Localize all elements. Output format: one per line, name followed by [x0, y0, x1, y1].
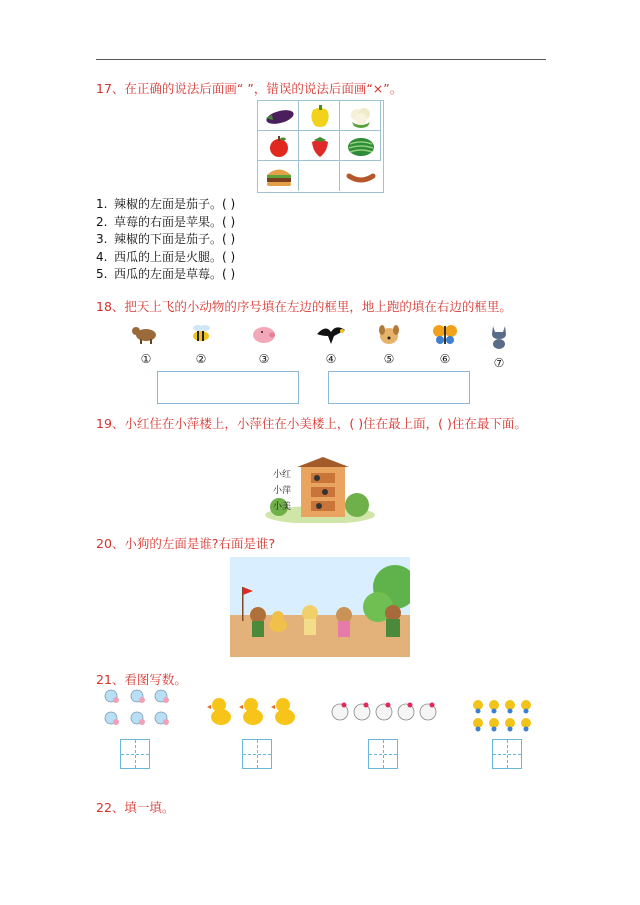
top-divider: [96, 59, 546, 60]
statement-4: 4. 西瓜的上面是火腿。( ): [96, 249, 236, 264]
question-17-items: [96, 196, 235, 284]
count-answer-box-2[interactable]: [242, 739, 272, 769]
bee-icon: [186, 322, 216, 346]
small-bee-icons: [470, 695, 534, 735]
cow-icon: [131, 322, 161, 346]
apartment-building-picture: [265, 455, 375, 523]
animals-scene-icon: [230, 557, 410, 657]
count-answer-box-1[interactable]: [120, 739, 150, 769]
strawberry-icon: [299, 131, 340, 161]
question-18-title: 18、把天上飞的小动物的序号填在左边的框里，地上跑的填在右边的框里。: [96, 299, 512, 314]
animal-eagle: ④: [316, 322, 346, 366]
running-animals-answer-box[interactable]: [328, 371, 470, 404]
butterfly-icon: [430, 322, 460, 346]
statement-1: 1. 辣椒的左面是茄子。( ): [96, 197, 236, 211]
question-22-title: 22、填一填。: [96, 800, 175, 815]
apple-icon: [258, 131, 299, 161]
food-grid: [257, 100, 384, 193]
animal-bee: ②: [186, 322, 216, 366]
animal-pig: ③: [249, 322, 279, 366]
cauliflower-icon: [340, 101, 381, 131]
animal-cow: ①: [131, 322, 161, 366]
kitty-icons: [330, 700, 438, 728]
empty-cell: [299, 161, 340, 191]
pepper-icon: [299, 101, 340, 131]
animal-butterfly: ⑥: [430, 322, 460, 366]
count-answer-box-4[interactable]: [492, 739, 522, 769]
question-19-title: 19、小红住在小萍楼上，小萍住在小美楼上，( )住在最上面，( )住在最下面。: [96, 416, 527, 431]
eggplant-icon: [258, 101, 299, 131]
bee-group-picture: [470, 695, 534, 735]
duck-icons: [207, 693, 297, 729]
floor-label-xiaoping: 小萍: [273, 486, 292, 496]
dog-icon: [374, 322, 404, 346]
animal-cat: ⑦: [484, 322, 514, 370]
question-20-title: 20、小狗的左面是谁?右面是谁?: [96, 536, 276, 551]
sausage-icon: [340, 161, 381, 191]
kitty-group-picture: [330, 700, 438, 728]
animal-dog: ⑤: [374, 322, 404, 366]
pig-icon: [249, 322, 279, 346]
statement-2: 2. 草莓的右面是苹果。( ): [96, 214, 236, 229]
floor-label-xiaomei: 小美: [273, 502, 292, 512]
floor-label-xiaohong: 小红: [273, 470, 292, 480]
question-21-title: 21、看图写数。: [96, 672, 187, 687]
count-answer-box-3[interactable]: [368, 739, 398, 769]
statement-3: 3. 辣椒的下面是茄子。( ): [96, 232, 236, 246]
cat-icon: [484, 322, 514, 350]
flying-animals-answer-box[interactable]: [157, 371, 299, 404]
flower-group-picture: [99, 686, 175, 734]
statement-5: 5. 西瓜的左面是草莓。( ): [96, 267, 236, 281]
duckling-group-picture: [207, 693, 297, 729]
hamburger-icon: [258, 161, 299, 191]
question-17-title: 17、在正确的说法后面画“ ”，错误的说法后面画“×”。: [96, 81, 403, 96]
eagle-icon: [316, 322, 346, 346]
animals-in-row-picture: [230, 557, 410, 657]
watermelon-icon: [340, 131, 381, 161]
flower-icons: [99, 686, 175, 734]
